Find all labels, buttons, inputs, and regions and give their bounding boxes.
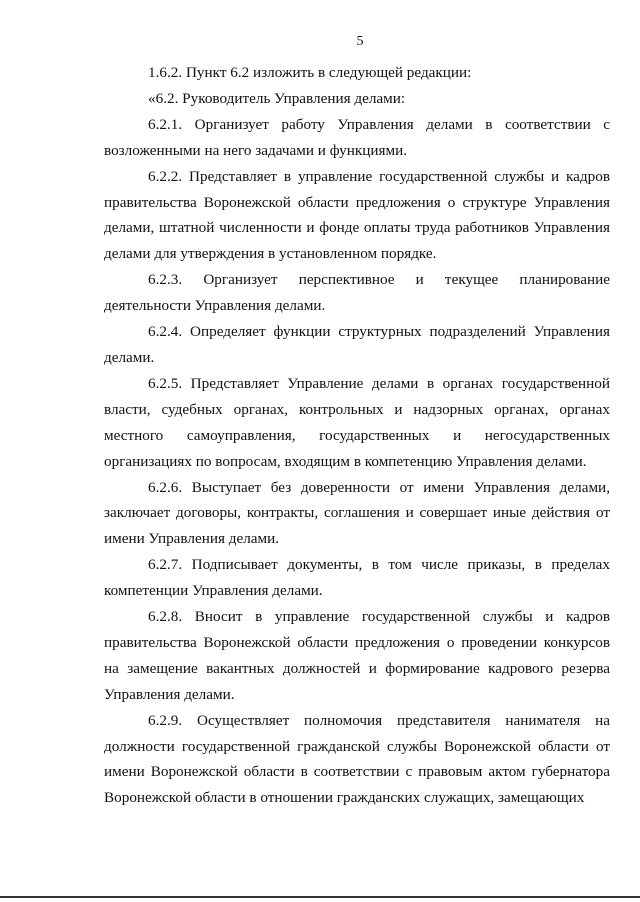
page-bottom-edge xyxy=(0,896,640,898)
paragraph-6-2-heading: «6.2. Руководитель Управления делами: xyxy=(148,89,406,107)
paragraph-6-2-2: 6.2.2. Представляет в управление государственной службы и кадров правительства Воронежской области предложения о структуре Управления делами, штатной численности и фонде оплаты труда работников Управления делами для утверждения в установленном порядке. xyxy=(104,167,610,263)
paragraph-6-2-3: 6.2.3. Организует перспективное и текущее планирование деятельности Управления делами. xyxy=(104,271,610,315)
paragraph-6-2-9: 6.2.9. Осуществляет полномочия представителя нанимателя на должности государственной гражданской службы Воронежской области от имени Воронежской области в соответствии с правовым актом губернатора Воронежской области в отношении гражданских служащих, замещающих xyxy=(104,711,610,807)
document-body xyxy=(104,60,610,811)
page-number: 5 xyxy=(356,34,364,49)
paragraph-6-2-8: 6.2.8. Вносит в управление государственной службы и кадров правительства Воронежской области предложения о проведении конкурсов на замещение вакантных должностей и формирование кадрового резерва Управления делами. xyxy=(104,608,610,703)
paragraph-6-2-1: 6.2.1. Организует работу Управления делами в соответствии с возложенными на него задачами и функциями. xyxy=(104,115,610,159)
paragraph-6-2-5: 6.2.5. Представляет Управление делами в органах государственной власти, судебных органах, контрольных и надзорных органах, органах местного самоуправления, государственных и негосударственных организациях по вопросам, входящим в компетенцию Управления делами. xyxy=(104,374,610,470)
paragraph-6-2-4: 6.2.4. Определяет функции структурных подразделений Управления делами. xyxy=(104,323,610,366)
paragraph-1-6-2: 1.6.2. Пункт 6.2 изложить в следующей редакции: xyxy=(148,64,472,81)
paragraph-6-2-7: 6.2.7. Подписывает документы, в том числе приказы, в пределах компетенции Управления делами. xyxy=(104,556,610,600)
paragraph-6-2-6: 6.2.6. Выступает без доверенности от имени Управления делами, заключает договоры, контракты, соглашения и совершает иные действия от имени Управления делами. xyxy=(104,478,610,548)
